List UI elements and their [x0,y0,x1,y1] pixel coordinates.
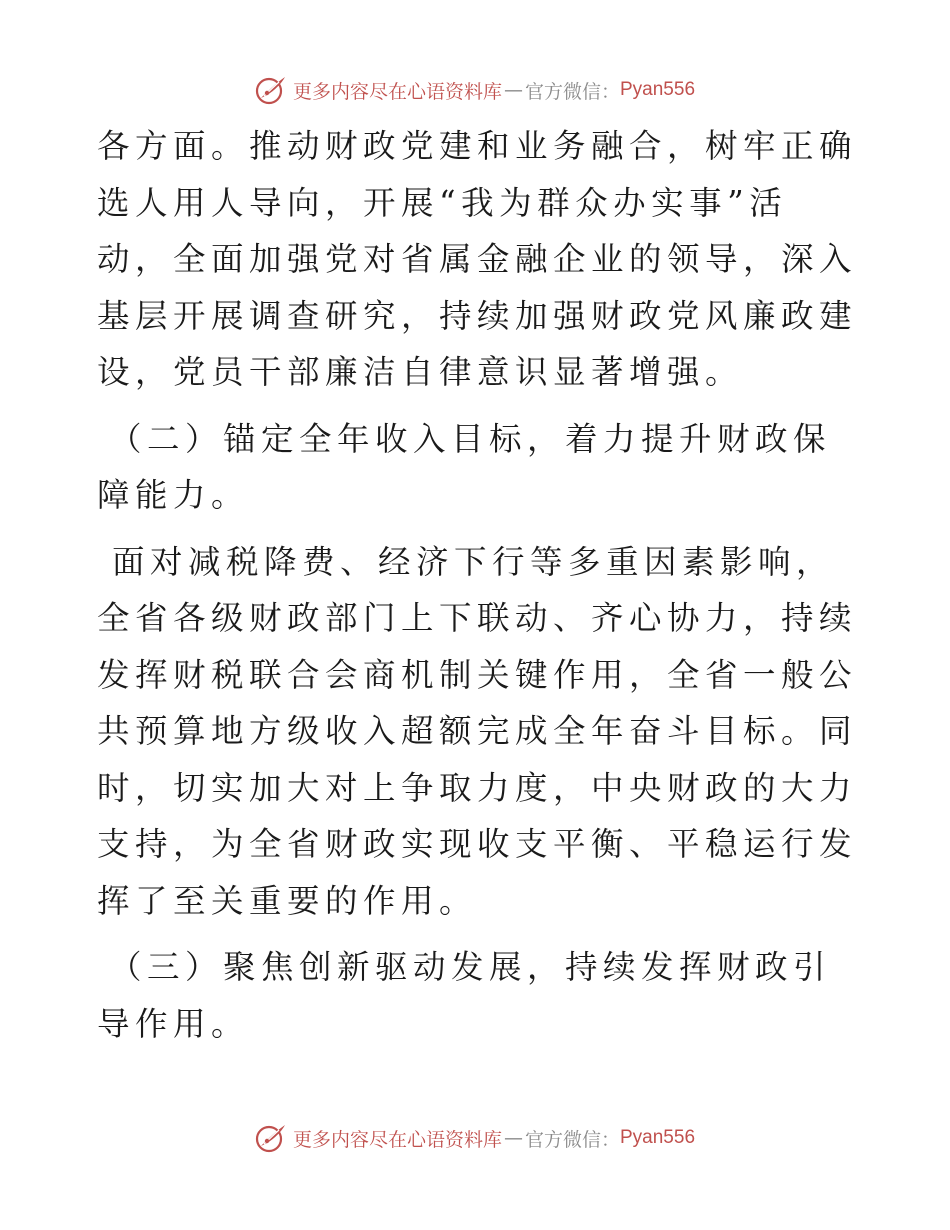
wechat-id: Pyan556 [620,1127,696,1148]
paragraph-1: 各方面。推动财政党建和业务融合，树牢正确选人用人导向，开展“我为群众办实事”活动，全面加强党对省属金融企业的领导，深入基层开展调查研究，持续加强财政党风廉政建设，党员干部廉洁自律意识显著增强。 [97,127,858,391]
feather-logo-icon [255,1122,287,1154]
header-banner [0,70,950,110]
paragraph-2: 面对减税降费、经济下行等多重因素影响，全省各级财政部门上下联动、齐心协力，持续发挥财税联合会商机制关键作用，全省一般公共预算地方级收入超额完成全年奋斗目标。同时，切实加大对上争取力度，中央财政的大力支持，为全省财政实现收支平衡、平稳运行发挥了至关重要的作用。 [97,542,858,920]
banner-separator: — [503,79,523,101]
document-body [97,118,857,1052]
wechat-id: Pyan556 [620,79,696,100]
footer-banner [0,1118,950,1158]
feather-logo-icon [255,74,287,106]
wechat-label: 官方微信： [524,80,620,103]
banner-text: 更多内容尽在心语资料库 [292,1128,502,1151]
wechat-label: 官方微信： [524,1128,620,1151]
section-heading-2: （二）锚定全年收入目标，着力提升财政保障能力。 [97,419,832,514]
section-heading-3: （三）聚焦创新驱动发展，持续发挥财政引导作用。 [97,948,832,1043]
banner-text: 更多内容尽在心语资料库 [292,80,502,103]
banner-separator: — [503,1127,523,1149]
